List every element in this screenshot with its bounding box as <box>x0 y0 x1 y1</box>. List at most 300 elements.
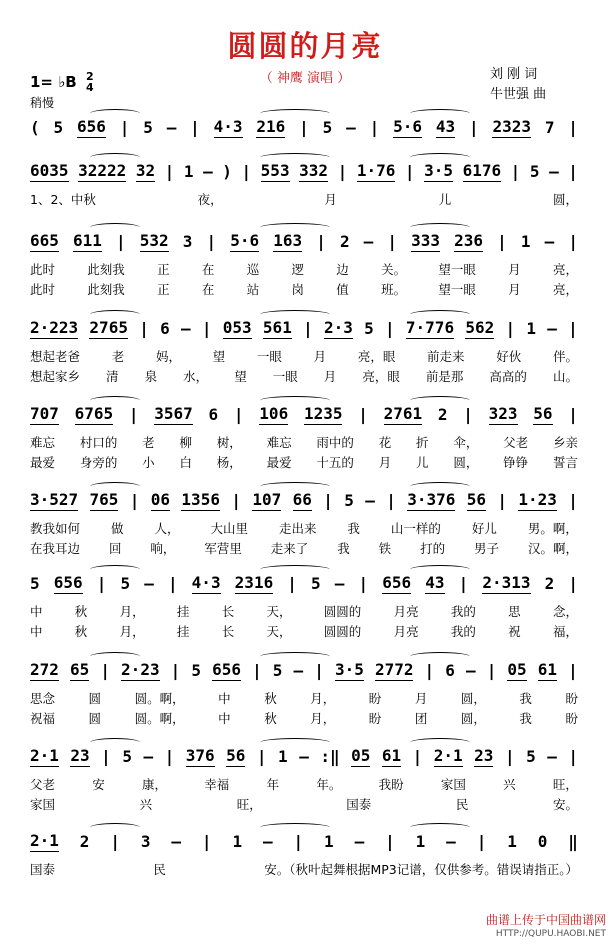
lyric-word: 身旁的 <box>79 455 118 470</box>
lyric-word: 水， <box>183 369 209 384</box>
lyric-word: 回 <box>108 541 122 556</box>
notation-line <box>30 659 578 681</box>
bar-line: | <box>505 318 516 338</box>
lyric-word: 班。 <box>381 282 407 297</box>
note-group: 765 <box>89 489 119 509</box>
lyric-word: 安 <box>92 777 105 792</box>
note-group: 61 <box>381 745 402 765</box>
note-group: 4·3 <box>191 572 221 592</box>
slur-mark <box>410 223 470 232</box>
lyric-word: 前是那 <box>425 369 464 384</box>
slur-mark <box>90 396 140 405</box>
note-group: 656 <box>212 659 241 679</box>
lyric-word: 圆。啊， <box>134 691 185 706</box>
slur-mark <box>90 482 140 491</box>
time-bottom: 4 <box>85 81 94 94</box>
note-group: 5 <box>529 161 540 181</box>
lyric-word: 在 <box>201 262 215 277</box>
lyric-verse-2 <box>30 367 578 385</box>
note-group: – <box>203 161 213 181</box>
bar-line: | <box>568 746 578 766</box>
bar-line: | <box>412 746 423 766</box>
lyric-word: 正 <box>157 282 170 297</box>
bar-line: | <box>476 831 487 851</box>
lyric-word: 人， <box>154 521 180 536</box>
lyric-word: 挂 <box>176 624 190 639</box>
lyric-word: 想起家乡 <box>30 369 81 384</box>
lyric-verse-2 <box>30 539 578 557</box>
key-signature <box>30 71 94 93</box>
bar-line: | <box>303 318 313 338</box>
note-group: – <box>354 831 365 851</box>
slur-mark <box>260 652 330 661</box>
lyric-word: 望 <box>234 369 247 384</box>
lyric-word: 十五的 <box>316 455 354 470</box>
note-group: 2·1 <box>433 745 463 765</box>
bar-line: | <box>170 660 181 680</box>
note-group: 61 <box>537 659 558 679</box>
lyric-verse-2 <box>30 709 578 727</box>
note-group: 5 <box>30 573 40 593</box>
key-label: 1= ♭B <box>30 73 77 91</box>
lyric-word: 福， <box>552 624 578 639</box>
lyric-word: 我 <box>519 691 532 706</box>
slur-mark <box>90 652 140 661</box>
lyric-word: 一眼 <box>272 369 298 384</box>
lyric-word: 兴 <box>503 777 516 792</box>
lyric-word: 圆圆的 <box>323 604 362 619</box>
slur-mark <box>410 310 470 319</box>
note-group: 1·76 <box>356 160 396 180</box>
bar-line: | <box>424 660 435 680</box>
bar-line: | <box>510 161 521 181</box>
lyric-word: 年 <box>266 777 280 792</box>
bar-line: | <box>231 490 241 510</box>
lyric-word: 旺， <box>236 797 262 812</box>
slur-mark <box>260 223 330 232</box>
lyric-word: 雨中的 <box>316 435 354 450</box>
lyric-word: 正 <box>157 262 170 277</box>
lyric-word: 我的 <box>450 604 476 619</box>
bar-line: | <box>568 660 578 680</box>
note-group: 656 <box>76 116 106 136</box>
note-group: 656 <box>382 572 412 592</box>
lyric-word: 军营里 <box>204 541 242 556</box>
note-group: 106 <box>259 403 289 423</box>
note-group: 3·527 <box>30 489 79 509</box>
bar-line: | <box>119 117 130 137</box>
note-group: 43 <box>425 572 445 592</box>
note-group: 5 <box>272 660 283 680</box>
lyric-word: 月， <box>119 624 145 639</box>
slur-mark <box>260 396 330 405</box>
lyric-word: 天， <box>266 624 292 639</box>
bar-line: | <box>385 318 395 338</box>
note-group: 611 <box>73 230 102 250</box>
lyric-word: 念， <box>552 604 578 619</box>
lyric-word: 思念 <box>30 691 56 706</box>
note-group: – <box>299 746 309 766</box>
note-group: 7·776 <box>405 317 455 337</box>
note-group: 5·6 <box>230 230 260 250</box>
lyric-word: 望 <box>212 349 226 364</box>
slur-mark <box>90 223 140 232</box>
lyric-word: 好儿 <box>471 521 497 536</box>
note-group: 1 <box>507 831 517 851</box>
lyric-word: 乡亲 <box>552 435 578 450</box>
lyric-verse-1 <box>30 689 578 707</box>
lyric-word: 圆， <box>460 691 486 706</box>
lyric-word: 中 <box>30 624 43 639</box>
lyric-verse-2 <box>30 280 578 298</box>
slur-mark <box>260 823 330 832</box>
slur-mark <box>410 738 470 747</box>
notation-line <box>30 160 578 182</box>
lyric-verse-1 <box>30 860 578 878</box>
lyric-word: 树， <box>216 435 242 450</box>
slur-mark <box>90 823 140 832</box>
lyric-word: 月亮 <box>393 604 419 619</box>
note-group: – <box>365 490 375 510</box>
footer-site: 曲谱上传于中国曲谱网 <box>485 913 606 927</box>
lyric-word: 圆， <box>453 455 479 470</box>
lyric-word: 山。 <box>552 369 578 384</box>
note-group: 4·3 <box>213 116 243 136</box>
bar-line: | <box>206 231 217 251</box>
note-group: 333 <box>411 230 441 250</box>
lyric-word: 难忘 <box>266 435 292 450</box>
lyric-word: 秋 <box>74 624 88 639</box>
lyric-verse-1 <box>30 433 578 451</box>
note-group: 216 <box>256 116 286 136</box>
lyric-word: 柳 <box>179 435 192 450</box>
note-group: 5 <box>344 490 354 510</box>
lyric-word: 折 <box>416 435 429 450</box>
note-group: – <box>293 660 304 680</box>
lyric-verse-1 <box>30 260 578 278</box>
notation-line <box>30 116 578 138</box>
notation-line <box>30 572 578 594</box>
note-group: 272 <box>30 659 59 679</box>
lyric-verse-1 <box>30 347 578 365</box>
note-group: 1 <box>278 746 288 766</box>
slur-mark <box>260 153 330 162</box>
lyric-word: 此刻我 <box>87 282 125 297</box>
bar-line: | <box>568 161 578 181</box>
note-group: – <box>346 117 356 137</box>
note-group: 5 <box>122 746 132 766</box>
note-group: 2·1 <box>30 830 59 850</box>
slur-mark <box>90 153 140 162</box>
lyric-word: 挂 <box>176 604 190 619</box>
lyric-verse-1 <box>30 190 578 208</box>
note-group: 2 <box>339 231 350 251</box>
slur-mark <box>410 565 470 574</box>
footer-watermark <box>486 913 606 941</box>
lyric-word: 祝 <box>508 624 521 639</box>
note-group: 6 <box>445 660 455 680</box>
bar-line: | <box>568 117 578 137</box>
note-group: – <box>446 831 456 851</box>
slur-mark <box>410 396 470 405</box>
lyric-word: 最爱 <box>30 455 56 470</box>
lyric-word: 村口的 <box>79 435 118 450</box>
lyric-word: 亮， <box>552 282 578 297</box>
bar-line: | <box>314 660 324 680</box>
slur-mark <box>410 482 470 491</box>
lyric-word: 家国 <box>30 797 56 812</box>
note-group: 56 <box>226 745 246 765</box>
lyric-word: 父老 <box>503 435 529 450</box>
lyric-word: 做 <box>110 521 124 536</box>
bar-line: | <box>404 161 415 181</box>
lyric-word: 铮铮 <box>503 455 529 470</box>
bar-line: | <box>463 404 473 424</box>
note-group: 2761 <box>383 403 423 423</box>
bar-line: | <box>458 573 469 593</box>
lyric-word: 盼 <box>565 711 578 726</box>
note-group: 5 <box>143 117 153 137</box>
note-group: 3·5 <box>424 160 454 180</box>
note-group: 553 <box>260 160 290 180</box>
lyric-word: 我 <box>519 711 532 726</box>
bar-line: | <box>337 161 348 181</box>
lyric-verse-1 <box>30 602 578 620</box>
bar-line: | <box>233 404 244 424</box>
bar-line: | <box>293 831 304 851</box>
lyric-word: 圆 <box>88 711 102 726</box>
lyric-word: 男。啊， <box>527 521 578 536</box>
note-group: 05 <box>507 659 527 679</box>
lyric-word: 清 <box>106 369 119 384</box>
slur-mark <box>260 482 330 491</box>
lyric-word: 想起老爸 <box>30 349 81 364</box>
note-group: 5 <box>322 117 333 137</box>
lyric-word: 中 <box>218 711 231 726</box>
lyric-word: 响， <box>150 541 176 556</box>
lyric-word: 夜， <box>197 192 223 207</box>
note-group: 6765 <box>74 403 114 423</box>
lyric-word: 老 <box>111 349 125 364</box>
lyric-word: 康， <box>142 777 168 792</box>
lyric-verse-1 <box>30 519 578 537</box>
note-group: 332 <box>299 160 329 180</box>
bar-line: | <box>369 117 380 137</box>
slur-mark <box>90 738 140 747</box>
note-group: – <box>465 660 476 680</box>
lyric-word: 月， <box>310 711 336 726</box>
slur-mark <box>410 823 470 832</box>
notation-line <box>30 830 578 852</box>
note-group: – <box>166 117 177 137</box>
note-group: 5 <box>53 117 64 137</box>
note-group: 32 <box>135 160 156 180</box>
bar-line: | <box>256 746 267 766</box>
note-group: – <box>544 231 555 251</box>
bar-line: | <box>287 573 297 593</box>
note-group: 3567 <box>154 403 193 423</box>
bar-line: | <box>504 746 515 766</box>
lyric-word: 老 <box>142 435 155 450</box>
bar-line: | <box>568 573 578 593</box>
lyric-word: 圆， <box>552 192 578 207</box>
note-group: 5 <box>364 318 374 338</box>
lyric-word: 我 <box>347 521 360 536</box>
lyric-word: 我的 <box>450 624 476 639</box>
slur-mark <box>410 153 470 162</box>
note-group: 43 <box>435 116 456 136</box>
note-group: – <box>143 746 154 766</box>
lyric-word: 白 <box>179 455 192 470</box>
note-group: 1 <box>232 831 243 851</box>
lyric-word: 铁 <box>378 541 392 556</box>
lyric-word: 望一眼 <box>438 262 476 277</box>
lyricist-credit: 刘 刚 词 <box>490 67 538 82</box>
lyric-word: 儿 <box>438 192 452 207</box>
lyric-word: 民 <box>153 862 166 877</box>
note-group: 6 <box>160 318 170 338</box>
lyric-word: 月 <box>323 369 337 384</box>
lyric-word: 站 <box>246 282 260 297</box>
lyric-verse-1 <box>30 775 578 793</box>
bar-line: ‖ <box>568 831 578 851</box>
bar-line: :‖ <box>320 746 340 766</box>
lyric-word: 在 <box>201 282 215 297</box>
singer-credit: （ 神鹰 演唱 ） <box>259 71 351 86</box>
note-group: 2·23 <box>121 659 160 679</box>
note-group: 561 <box>262 317 292 337</box>
note-group: 06 <box>150 489 171 509</box>
note-group: 2765 <box>89 317 128 337</box>
note-group: – <box>180 318 191 338</box>
lyric-word: 望一眼 <box>438 282 476 297</box>
note-group: 1·23 <box>518 489 557 509</box>
note-group: 7 <box>544 117 555 137</box>
note-group: 5 <box>191 660 202 680</box>
lyric-word: 旺， <box>552 777 578 792</box>
slur-mark <box>410 109 470 118</box>
bar-line: | <box>252 660 262 680</box>
lyric-word: 秋 <box>74 604 88 619</box>
notation-line <box>30 403 578 425</box>
note-group: 1235 <box>303 403 343 423</box>
bar-line: | <box>96 573 107 593</box>
lyric-word: 教我如何 <box>30 521 81 536</box>
note-group: 1 <box>526 318 537 338</box>
lyric-word: 亮，眼 <box>362 369 400 384</box>
bar-line: | <box>164 746 175 766</box>
notation-line <box>30 489 578 511</box>
note-group: 053 <box>222 317 252 337</box>
note-group: 1 <box>520 231 531 251</box>
note-group: ) <box>222 161 232 181</box>
note-group: – <box>547 746 557 766</box>
bar-line: | <box>190 117 200 137</box>
lyric-word: 盼 <box>368 711 382 726</box>
lyric-word: 幸福 <box>204 777 230 792</box>
slur-mark <box>260 565 330 574</box>
lyric-word: 年。 <box>316 777 342 792</box>
lyric-word: 国泰 <box>346 797 372 812</box>
lyric-word: 月 <box>324 192 337 207</box>
slur-mark <box>90 310 140 319</box>
lyric-verse-2 <box>30 622 578 640</box>
lyric-word: 泉 <box>144 369 158 384</box>
note-group: 3 <box>140 831 151 851</box>
bar-line: | <box>201 831 212 851</box>
note-group: 66 <box>292 489 312 509</box>
lyric-word: 中 <box>30 604 43 619</box>
note-group: 1 <box>324 831 334 851</box>
lyric-word: 1、2、中秋 <box>30 192 96 207</box>
notation-line <box>30 230 578 252</box>
note-group: 2316 <box>234 572 274 592</box>
lyric-word: 此时 <box>30 282 56 297</box>
bar-line: | <box>101 746 111 766</box>
lyric-word: 高高的 <box>489 369 527 384</box>
lyric-word: 杨， <box>216 455 242 470</box>
lyric-word: 伴。 <box>552 349 578 364</box>
bar-line: | <box>167 573 178 593</box>
note-group: 656 <box>53 572 83 592</box>
note-group: 236 <box>454 230 484 250</box>
bar-line: | <box>110 831 120 851</box>
bar-line: | <box>497 490 507 510</box>
bar-line: | <box>139 318 149 338</box>
song-title: 圆圆的月亮 <box>227 29 383 63</box>
lyric-word: 在我耳边 <box>30 541 81 556</box>
bar-line: | <box>316 231 326 251</box>
bar-line: | <box>116 231 126 251</box>
note-group: 163 <box>273 230 303 250</box>
note-group: 2772 <box>374 659 414 679</box>
bar-line: | <box>468 117 479 137</box>
lyric-word: 大山里 <box>210 521 248 536</box>
note-group: 1 <box>415 831 426 851</box>
slur-mark <box>90 565 140 574</box>
lyric-word: 月， <box>310 691 336 706</box>
bar-line: | <box>358 573 369 593</box>
lyric-word: 花 <box>378 435 392 450</box>
lyric-word: 前走来 <box>427 349 465 364</box>
lyric-word: 男子 <box>474 541 500 556</box>
lyric-word: 父老 <box>30 777 56 792</box>
lyric-word: 盼 <box>565 691 578 706</box>
lyric-word: 伞， <box>453 435 479 450</box>
lyric-verse-2 <box>30 453 578 471</box>
lyric-word: 圆， <box>460 711 486 726</box>
lyric-word: 边 <box>336 262 349 277</box>
note-group: 2·3 <box>323 317 353 337</box>
note-group: 05 <box>351 745 371 765</box>
note-group: 5·6 <box>393 116 422 136</box>
lyric-word: 秋 <box>264 691 277 706</box>
lyric-word: 亮， <box>552 262 578 277</box>
bar-line: | <box>568 490 578 510</box>
note-group: 23 <box>474 745 494 765</box>
lyric-word: 圆圆的 <box>323 624 362 639</box>
lyric-word: 月亮 <box>393 624 419 639</box>
note-group: – <box>547 318 557 338</box>
note-group: 6 <box>208 404 219 424</box>
time-top: 2 <box>85 70 94 83</box>
tempo-marking: 稍慢 <box>30 96 55 110</box>
note-group: 6035 <box>30 160 69 180</box>
lyric-word: 民 <box>455 797 469 812</box>
bar-line: | <box>241 161 252 181</box>
lyric-word: 此时 <box>30 262 56 277</box>
lyric-word: 月 <box>414 691 428 706</box>
